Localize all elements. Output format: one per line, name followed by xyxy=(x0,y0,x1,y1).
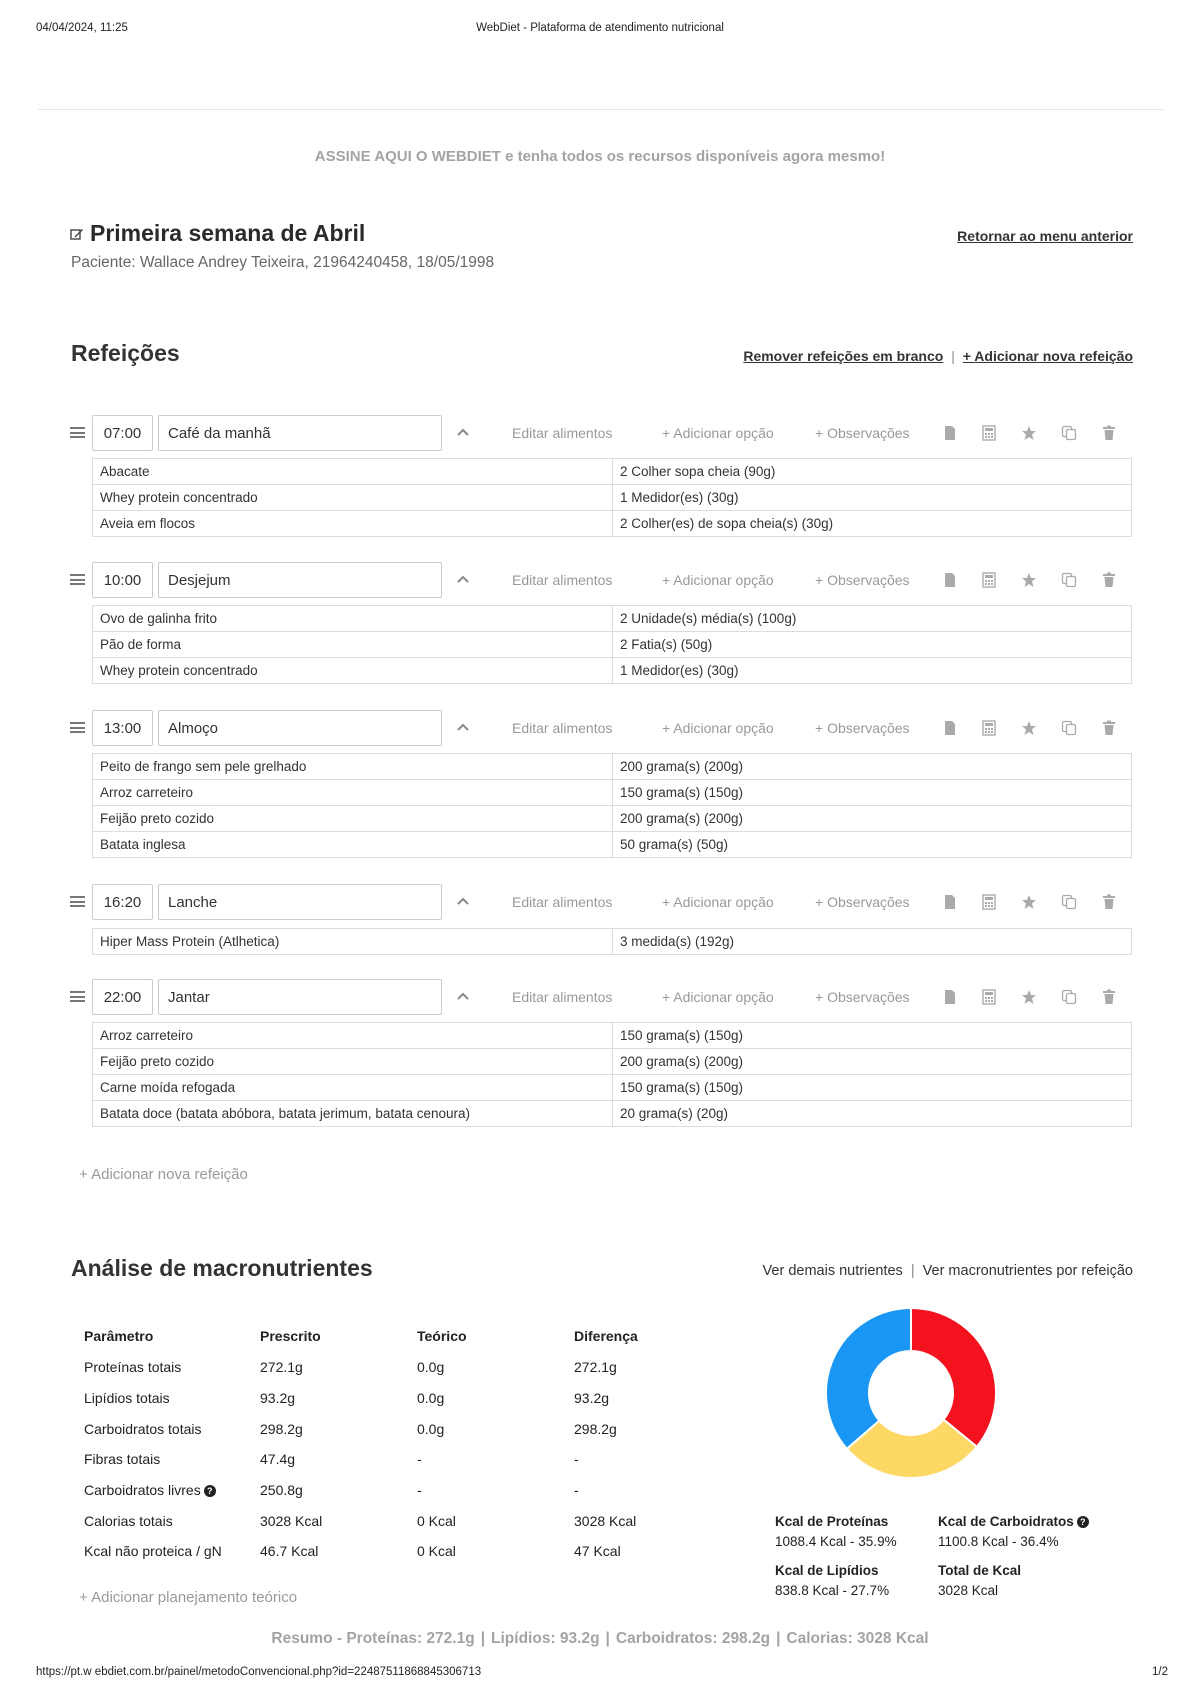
food-table xyxy=(92,928,1132,955)
edit-icon[interactable] xyxy=(70,227,84,241)
meal-time-input[interactable]: 16:20 xyxy=(92,884,153,920)
trash-icon[interactable] xyxy=(1101,425,1117,441)
food-row[interactable] xyxy=(93,606,1132,632)
value-cell: 272.1g xyxy=(260,1359,303,1376)
add-option-button[interactable]: + Adicionar opção xyxy=(662,989,774,1005)
value-cell: - xyxy=(574,1482,579,1499)
trash-icon[interactable] xyxy=(1101,720,1117,736)
summary-line xyxy=(0,1630,1200,1648)
star-icon[interactable] xyxy=(1021,572,1037,588)
kcal-total xyxy=(938,1561,1021,1601)
add-meal-link[interactable]: + Adicionar nova refeição xyxy=(962,348,1133,364)
separator: | xyxy=(480,1630,486,1647)
donut-slice-carboidratos[interactable] xyxy=(826,1308,911,1449)
value-cell: 272.1g xyxy=(574,1359,617,1376)
calculator-icon[interactable] xyxy=(981,989,997,1005)
trash-icon[interactable] xyxy=(1101,894,1117,910)
kcal-protein xyxy=(775,1512,897,1552)
table-row xyxy=(70,1444,720,1475)
meals-links xyxy=(743,348,1133,364)
meal-header xyxy=(70,562,1132,598)
summary-item: Resumo - Proteínas: 272.1g xyxy=(271,1630,475,1647)
food-quantity: 200 grama(s) (200g) xyxy=(613,1049,1132,1075)
table-row xyxy=(70,1536,720,1567)
macros-per-meal-link[interactable]: Ver macronutrientes por refeição xyxy=(922,1263,1133,1279)
food-quantity: 150 grama(s) (150g) xyxy=(613,780,1132,806)
calculator-icon[interactable] xyxy=(981,720,997,736)
document-icon[interactable] xyxy=(942,894,958,910)
document-icon[interactable] xyxy=(942,572,958,588)
summary-item: Lipídios: 93.2g xyxy=(491,1630,600,1647)
calculator-icon[interactable] xyxy=(981,572,997,588)
kcal-carbs-value: 1100.8 Kcal - 36.4% xyxy=(938,1534,1059,1549)
food-quantity: 2 Unidade(s) média(s) (100g) xyxy=(613,606,1132,632)
meal-block xyxy=(70,884,1132,949)
separator: | xyxy=(776,1630,781,1647)
column-header: Diferença xyxy=(574,1328,638,1344)
chevron-up-icon[interactable] xyxy=(456,572,470,591)
food-name: Batata doce (batata abóbora, batata jerimum, batata cenoura) xyxy=(93,1101,613,1127)
add-observations-button[interactable]: + Observações xyxy=(815,425,910,441)
trash-icon[interactable] xyxy=(1101,572,1117,588)
food-row[interactable] xyxy=(93,511,1132,537)
add-observations-button[interactable]: + Observações xyxy=(815,989,910,1005)
value-cell: 0 Kcal xyxy=(417,1512,456,1529)
meal-header xyxy=(70,415,1132,451)
food-table xyxy=(92,605,1132,684)
parameter-cell: Calorias totais xyxy=(84,1512,173,1529)
food-name: Aveia em flocos xyxy=(93,511,613,537)
food-row[interactable] xyxy=(93,1075,1132,1101)
add-observations-button[interactable]: + Observações xyxy=(815,720,910,736)
donut-slice-proteínas[interactable] xyxy=(911,1308,996,1447)
value-cell: - xyxy=(574,1451,579,1468)
food-row[interactable] xyxy=(93,806,1132,832)
food-row[interactable] xyxy=(93,832,1132,858)
drag-handle-icon[interactable] xyxy=(70,574,85,588)
edit-foods-button[interactable]: Editar alimentos xyxy=(512,425,613,441)
add-observations-button[interactable]: + Observações xyxy=(815,572,910,588)
macro-links xyxy=(763,1263,1133,1279)
food-row[interactable] xyxy=(93,459,1132,485)
parameter-cell: Kcal não proteica / gN xyxy=(84,1543,222,1560)
food-row[interactable] xyxy=(93,658,1132,684)
food-quantity: 150 grama(s) (150g) xyxy=(613,1075,1132,1101)
food-quantity: 200 grama(s) (200g) xyxy=(613,754,1132,780)
food-row[interactable] xyxy=(93,780,1132,806)
value-cell: 93.2g xyxy=(260,1390,296,1407)
food-name: Whey protein concentrado xyxy=(93,658,613,684)
kcal-carbs-label: Kcal de Carboidratos xyxy=(938,1514,1074,1529)
help-icon[interactable]: ? xyxy=(204,1485,216,1497)
food-row[interactable] xyxy=(93,929,1132,955)
food-name: Ovo de galinha frito xyxy=(93,606,613,632)
back-link[interactable]: Retornar ao menu anterior xyxy=(957,228,1133,244)
separator: | xyxy=(951,348,955,364)
meal-time-input[interactable]: 10:00 xyxy=(92,562,153,598)
value-cell: 0.0g xyxy=(417,1420,445,1437)
column-header: Teórico xyxy=(417,1328,467,1344)
macro-donut-chart xyxy=(826,1308,996,1478)
document-icon[interactable] xyxy=(942,425,958,441)
copy-icon[interactable] xyxy=(1061,894,1077,910)
edit-foods-button[interactable]: Editar alimentos xyxy=(512,894,613,910)
food-row[interactable] xyxy=(93,485,1132,511)
calculator-icon[interactable] xyxy=(981,425,997,441)
food-name: Carne moída refogada xyxy=(93,1075,613,1101)
meal-header xyxy=(70,710,1132,746)
star-icon[interactable] xyxy=(1021,894,1037,910)
food-quantity: 50 grama(s) (50g) xyxy=(613,832,1132,858)
value-cell: 93.2g xyxy=(574,1390,610,1407)
food-name: Abacate xyxy=(93,459,613,485)
meal-block xyxy=(70,979,1132,1121)
calculator-icon[interactable] xyxy=(981,894,997,910)
add-option-button[interactable]: + Adicionar opção xyxy=(662,894,774,910)
kcal-carbs-label-row xyxy=(938,1512,1089,1532)
food-table xyxy=(92,458,1132,537)
food-quantity: 2 Colher(es) de sopa cheia(s) (30g) xyxy=(613,511,1132,537)
parameter-cell xyxy=(70,1475,246,1506)
value-cell: 0 Kcal xyxy=(417,1543,456,1560)
add-meal-button[interactable]: + Adicionar nova refeição xyxy=(79,1166,248,1183)
food-name: Feijão preto cozido xyxy=(93,806,613,832)
meal-header xyxy=(70,884,1132,920)
kcal-total-value: 3028 Kcal xyxy=(938,1583,999,1598)
document-icon[interactable] xyxy=(942,720,958,736)
print-page-title: WebDiet - Plataforma de atendimento nutricional xyxy=(476,22,724,34)
chevron-up-icon[interactable] xyxy=(456,720,470,739)
print-header xyxy=(0,22,1200,38)
value-cell: 0.0g xyxy=(417,1359,445,1376)
table-row xyxy=(70,1352,720,1383)
drag-handle-icon[interactable] xyxy=(70,991,85,1005)
copy-icon[interactable] xyxy=(1061,425,1077,441)
value-cell: 250.8g xyxy=(260,1482,303,1499)
add-theoretical-plan-button[interactable]: + Adicionar planejamento teórico xyxy=(79,1589,298,1606)
separator: | xyxy=(605,1630,610,1647)
divider xyxy=(38,109,1164,110)
table-row xyxy=(70,1413,720,1444)
meal-header xyxy=(70,979,1132,1015)
column-header: Prescrito xyxy=(260,1328,321,1344)
meal-time-input[interactable]: 22:00 xyxy=(92,979,153,1015)
value-cell: - xyxy=(417,1482,422,1499)
add-option-button[interactable]: + Adicionar opção xyxy=(662,425,774,441)
column-header: Parâmetro xyxy=(84,1328,154,1344)
table-row xyxy=(70,1505,720,1536)
table-row xyxy=(70,1383,720,1414)
meal-block xyxy=(70,562,1132,678)
food-name: Feijão preto cozido xyxy=(93,1049,613,1075)
kcal-lipids-label: Kcal de Lipídios xyxy=(775,1563,879,1578)
kcal-total-label: Total de Kcal xyxy=(938,1563,1022,1578)
food-name: Arroz carreteiro xyxy=(93,780,613,806)
edit-foods-button[interactable]: Editar alimentos xyxy=(512,720,613,736)
kcal-lipids-value: 838.8 Kcal - 27.7% xyxy=(775,1583,890,1598)
macro-table xyxy=(70,1320,720,1567)
patient-info: Paciente: Wallace Andrey Teixeira, 21964240458, 18/05/1998 xyxy=(71,254,495,271)
food-quantity: 1 Medidor(es) (30g) xyxy=(613,485,1132,511)
other-nutrients-link[interactable]: Ver demais nutrientes xyxy=(762,1263,903,1279)
add-option-button[interactable]: + Adicionar opção xyxy=(662,572,774,588)
value-cell: 3028 Kcal xyxy=(574,1512,637,1529)
chevron-up-icon[interactable] xyxy=(456,425,470,444)
kcal-carbs xyxy=(938,1512,1089,1552)
food-row[interactable] xyxy=(93,1023,1132,1049)
value-cell: 298.2g xyxy=(574,1420,617,1437)
summary-item: Calorias: 3028 Kcal xyxy=(786,1630,929,1647)
print-footer xyxy=(0,1666,1200,1682)
value-cell: 3028 Kcal xyxy=(260,1512,323,1529)
kcal-lipids xyxy=(775,1561,889,1601)
macro-table-header xyxy=(70,1320,720,1352)
meal-name-input[interactable]: Desjejum xyxy=(158,562,442,598)
food-name: Peito de frango sem pele grelhado xyxy=(93,754,613,780)
meal-name-input[interactable]: Lanche xyxy=(158,884,442,920)
copy-icon[interactable] xyxy=(1061,989,1077,1005)
print-url: https://pt.w ebdiet.com.br/painel/metodoConvencional.php?id=22487511868845306713 xyxy=(36,1666,482,1678)
food-name: Hiper Mass Protein (Atlhetica) xyxy=(93,929,613,955)
subscribe-banner[interactable]: ASSINE AQUI O WEBDIET e tenha todos os recursos disponíveis agora mesmo! xyxy=(314,148,886,165)
help-icon[interactable]: ? xyxy=(1077,1516,1089,1528)
food-quantity: 1 Medidor(es) (30g) xyxy=(613,658,1132,684)
macro-title: Análise de macronutrientes xyxy=(71,1255,373,1281)
meal-block xyxy=(70,710,1132,852)
food-table xyxy=(92,753,1132,858)
plan-title-text: Primeira semana de Abril xyxy=(90,220,366,246)
separator: | xyxy=(910,1263,915,1279)
food-quantity: 2 Colher sopa cheia (90g) xyxy=(613,459,1132,485)
food-name: Whey protein concentrado xyxy=(93,485,613,511)
star-icon[interactable] xyxy=(1021,989,1037,1005)
meal-name-input[interactable]: Jantar xyxy=(158,979,442,1015)
kcal-protein-value: 1088.4 Kcal - 35.9% xyxy=(775,1534,897,1549)
add-option-button[interactable]: + Adicionar opção xyxy=(662,720,774,736)
edit-foods-button[interactable]: Editar alimentos xyxy=(512,989,613,1005)
drag-handle-icon[interactable] xyxy=(70,427,85,441)
document-icon[interactable] xyxy=(942,989,958,1005)
value-cell: 46.7 Kcal xyxy=(260,1543,319,1560)
chevron-up-icon[interactable] xyxy=(456,989,470,1008)
parameter-cell: Lipídios totais xyxy=(84,1390,170,1407)
food-name: Arroz carreteiro xyxy=(93,1023,613,1049)
food-quantity: 150 grama(s) (150g) xyxy=(613,1023,1132,1049)
food-row[interactable] xyxy=(93,1049,1132,1075)
food-row[interactable] xyxy=(93,1101,1132,1127)
table-row xyxy=(70,1475,720,1506)
copy-icon[interactable] xyxy=(1061,572,1077,588)
meal-time-input[interactable]: 07:00 xyxy=(92,415,153,451)
plan-title xyxy=(70,220,365,247)
parameter-label: Carboidratos livres xyxy=(84,1482,201,1499)
print-datetime: 04/04/2024, 11:25 xyxy=(36,22,128,34)
drag-handle-icon[interactable] xyxy=(70,896,85,910)
value-cell: 47.4g xyxy=(260,1451,296,1468)
remove-blank-meals-link[interactable]: Remover refeições em branco xyxy=(743,348,944,364)
chevron-up-icon[interactable] xyxy=(456,894,470,913)
summary-item: Carboidratos: 298.2g xyxy=(615,1630,771,1647)
star-icon[interactable] xyxy=(1021,425,1037,441)
copy-icon[interactable] xyxy=(1061,720,1077,736)
food-quantity: 20 grama(s) (20g) xyxy=(613,1101,1132,1127)
value-cell: 0.0g xyxy=(417,1390,445,1407)
parameter-cell: Fibras totais xyxy=(84,1451,161,1468)
value-cell: 298.2g xyxy=(260,1420,303,1437)
meal-block xyxy=(70,415,1132,531)
print-page-number: 1/2 xyxy=(1152,1666,1168,1678)
meal-name-input[interactable]: Café da manhã xyxy=(158,415,442,451)
food-row[interactable] xyxy=(93,754,1132,780)
food-row[interactable] xyxy=(93,632,1132,658)
food-table xyxy=(92,1022,1132,1127)
food-quantity: 3 medida(s) (192g) xyxy=(613,929,1132,955)
parameter-cell: Proteínas totais xyxy=(84,1359,182,1376)
parameter-cell: Carboidratos totais xyxy=(84,1420,202,1437)
food-name: Batata inglesa xyxy=(93,832,613,858)
star-icon[interactable] xyxy=(1021,720,1037,736)
food-name: Pão de forma xyxy=(93,632,613,658)
meal-name-input[interactable]: Almoço xyxy=(158,710,442,746)
meals-title: Refeições xyxy=(71,340,180,366)
meal-time-input[interactable]: 13:00 xyxy=(92,710,153,746)
edit-foods-button[interactable]: Editar alimentos xyxy=(512,572,613,588)
add-observations-button[interactable]: + Observações xyxy=(815,894,910,910)
food-quantity: 200 grama(s) (200g) xyxy=(613,806,1132,832)
trash-icon[interactable] xyxy=(1101,989,1117,1005)
kcal-protein-label: Kcal de Proteínas xyxy=(775,1514,889,1529)
food-quantity: 2 Fatia(s) (50g) xyxy=(613,632,1132,658)
drag-handle-icon[interactable] xyxy=(70,722,85,736)
value-cell: 47 Kcal xyxy=(574,1543,621,1560)
value-cell: - xyxy=(417,1451,422,1468)
